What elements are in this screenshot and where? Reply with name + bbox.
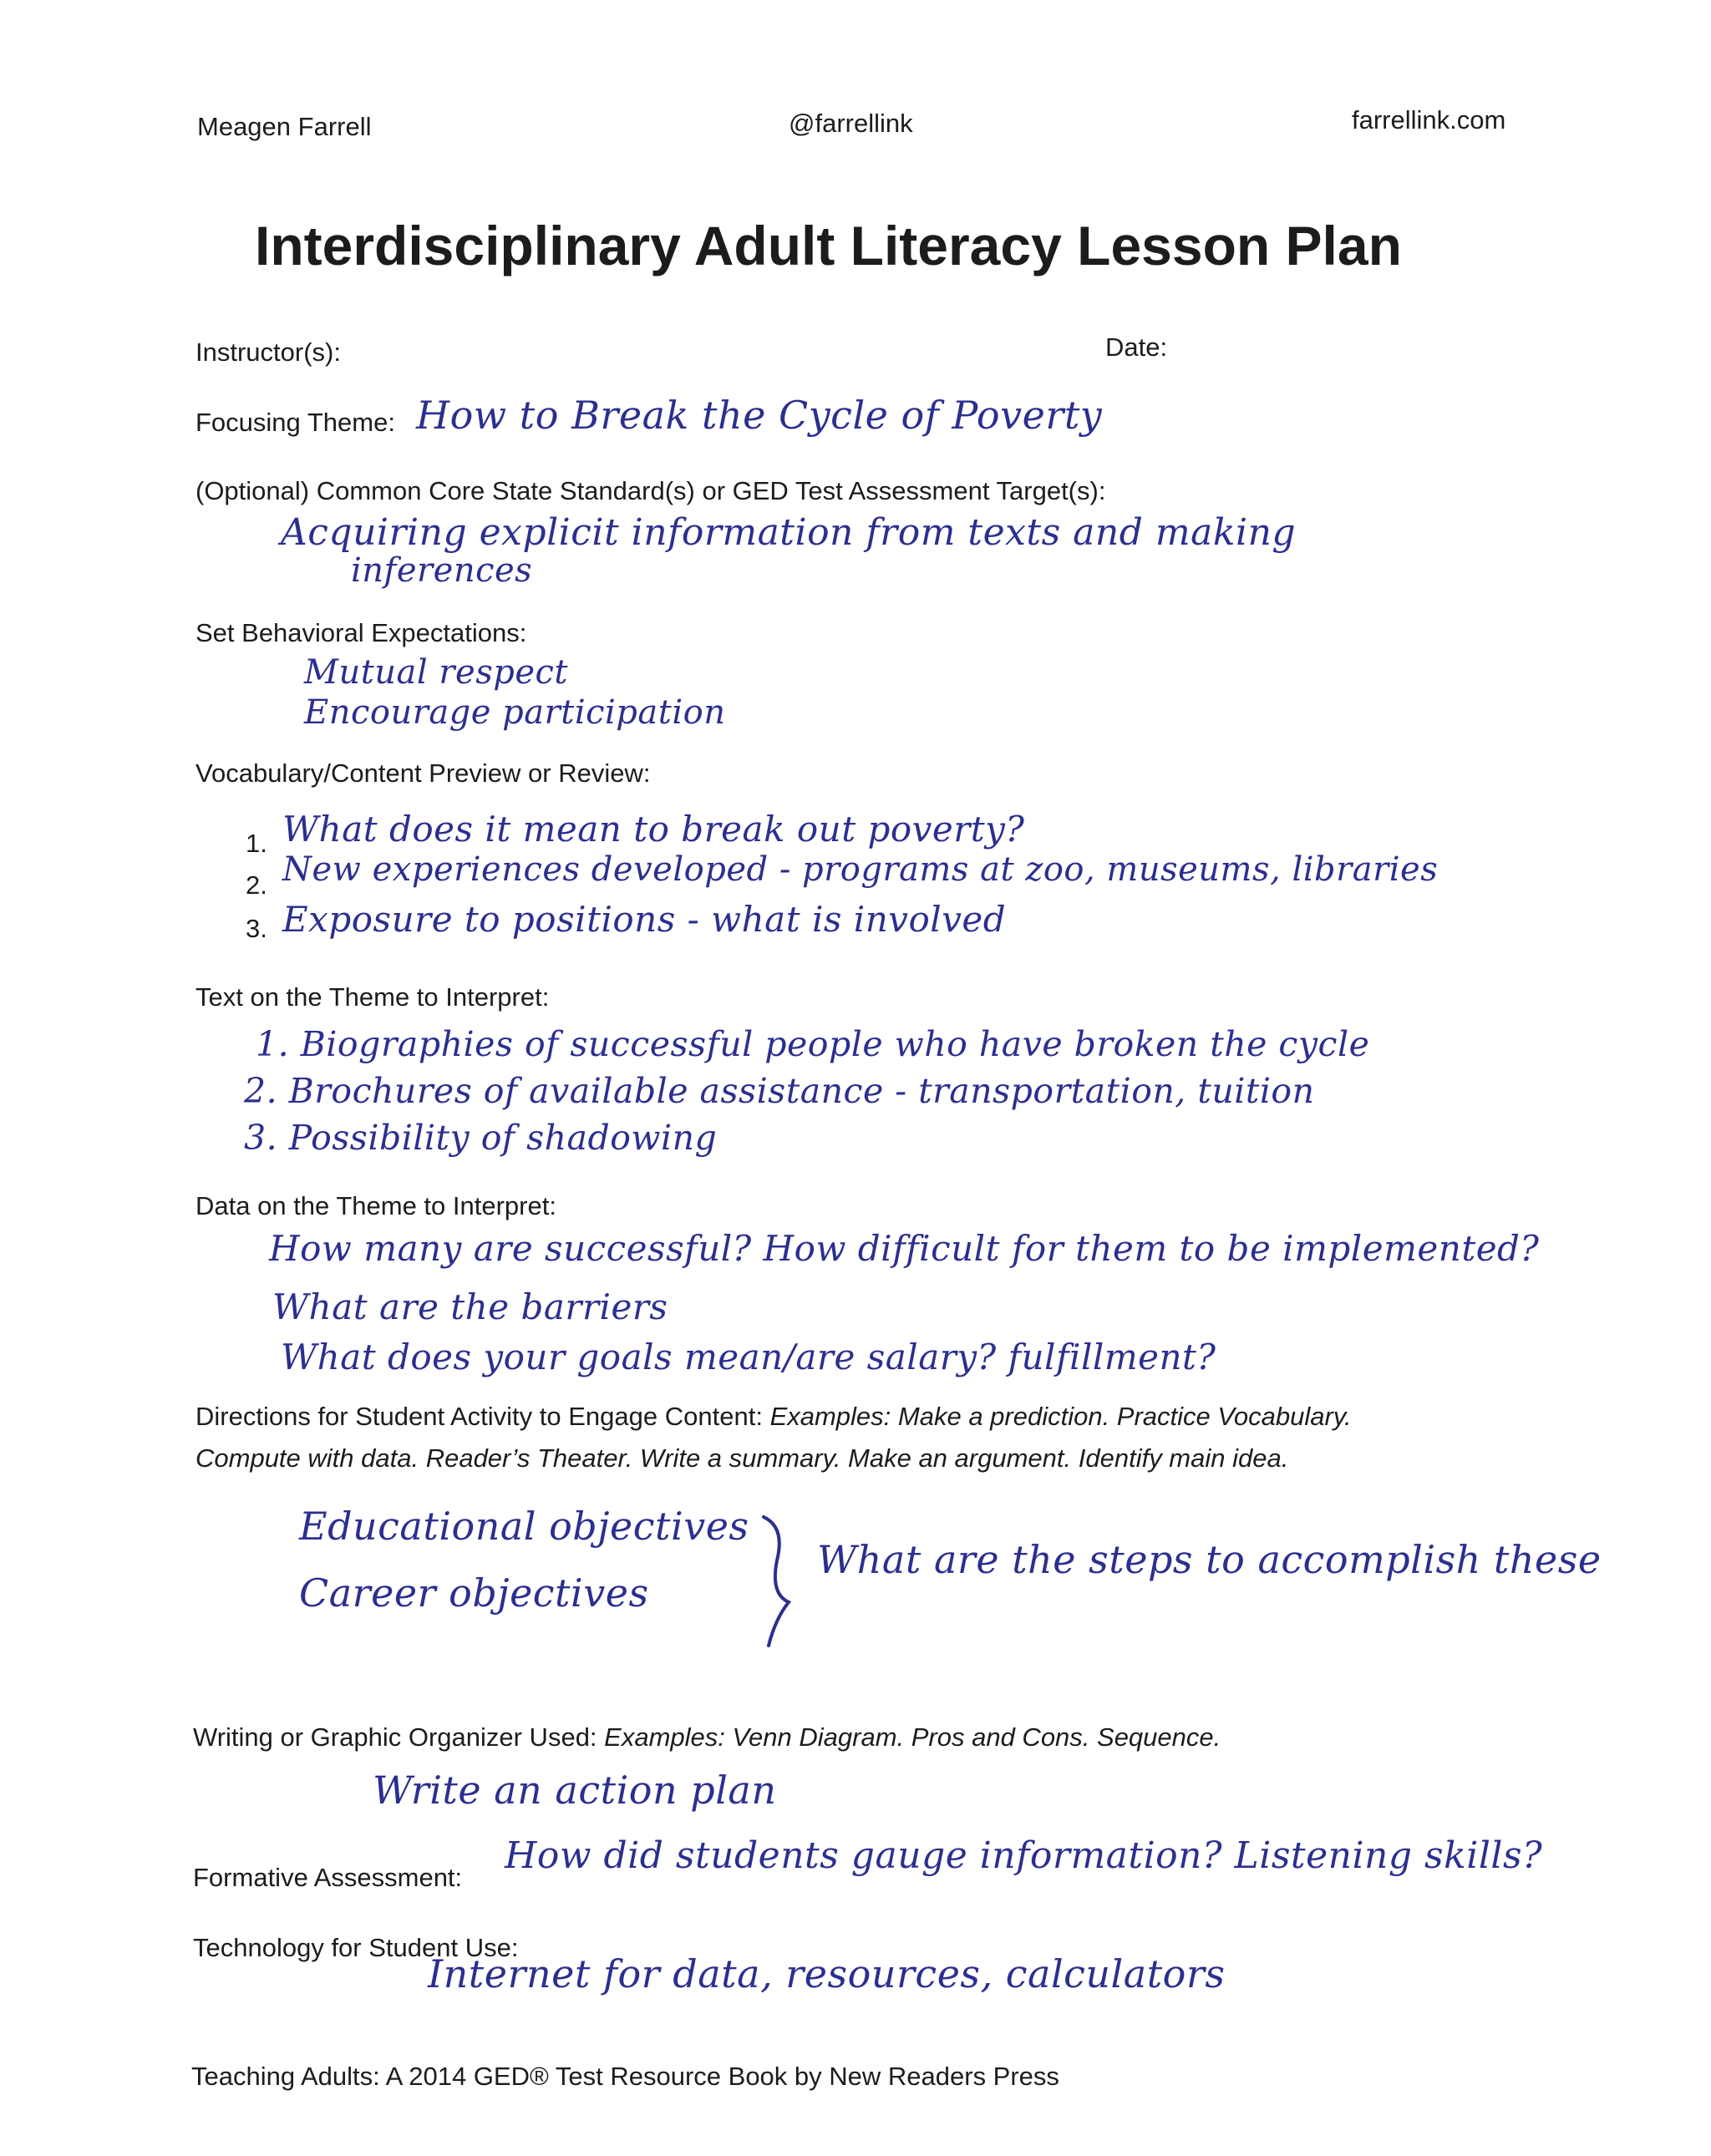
directions-brace-text: What are the steps to accomplish these — [817, 1537, 1602, 1582]
text-item: 3. Possibility of shadowing — [244, 1118, 718, 1158]
vocab-number: 1. — [246, 829, 267, 858]
formative-value: How did students gauge information? Listening skills? — [505, 1834, 1543, 1877]
vocab-number: 3. — [246, 914, 267, 943]
organizer-examples: Examples: Venn Diagram. Pros and Cons. Sequence. — [604, 1722, 1221, 1752]
behavior-item: Mutual respect — [304, 653, 568, 692]
directions-item: Educational objectives — [299, 1504, 749, 1549]
text-item: 2. Brochures of available assistance - transportation, tuition — [244, 1071, 1315, 1111]
footer-citation: Teaching Adults: A 2014 GED® Test Resource Book by New Readers Press — [191, 2062, 1059, 2091]
text-label: Text on the Theme to Interpret: — [195, 982, 550, 1012]
website-url: farrellink.com — [1352, 105, 1506, 134]
behavior-item: Encourage participation — [304, 693, 726, 732]
date-label: Date: — [1105, 332, 1168, 362]
twitter-handle: @farrellink — [789, 109, 913, 138]
organizer-value: Write an action plan — [373, 1768, 777, 1813]
vocab-number: 2. — [246, 870, 267, 900]
directions-examples-line1: Examples: Make a prediction. Practice Vocabulary. — [769, 1402, 1352, 1431]
standards-label: (Optional) Common Core State Standard(s) or GED Test Assessment Target(s): — [195, 476, 1106, 505]
focusing-theme-label: Focusing Theme: — [195, 408, 395, 437]
standards-value-line2: inferences — [351, 551, 533, 590]
page-title: Interdisciplinary Adult Literacy Lesson Plan — [255, 215, 1402, 276]
directions-label-text: Directions for Student Activity to Engage Content: — [195, 1402, 763, 1431]
data-label: Data on the Theme to Interpret: — [195, 1191, 556, 1220]
formative-label: Formative Assessment: — [193, 1863, 463, 1892]
vocab-item: New experiences developed - programs at zoo, museums, libraries — [282, 850, 1439, 889]
directions-item: Career objectives — [299, 1570, 649, 1616]
technology-label: Technology for Student Use: — [193, 1933, 519, 1962]
directions-label — [195, 1402, 1352, 1432]
vocab-item: What does it mean to break out poverty? — [282, 809, 1025, 850]
vocab-label: Vocabulary/Content Preview or Review: — [195, 758, 651, 788]
organizer-label-text: Writing or Graphic Organizer Used: — [193, 1722, 597, 1752]
data-item: How many are successful? How difficult for them to be implemented? — [269, 1228, 1540, 1269]
data-item: What are the barriers — [272, 1286, 668, 1327]
behavior-label: Set Behavioral Expectations: — [195, 618, 527, 647]
standards-value-line1: Acquiring explicit information from texts and making — [281, 511, 1297, 554]
instructor-label: Instructor(s): — [195, 337, 341, 367]
author-name: Meagen Farrell — [197, 112, 372, 141]
vocab-item: Exposure to positions - what is involved — [282, 899, 1007, 940]
data-item: What does your goals mean/are salary? fulfillment? — [281, 1337, 1216, 1377]
organizer-label — [193, 1722, 1221, 1753]
text-item: 1. Biographies of successful people who have broken the cycle — [256, 1024, 1370, 1064]
directions-examples-line2: Compute with data. Reader’s Theater. Write a summary. Make an argument. Identify main idea. — [195, 1443, 1289, 1473]
brace-mark — [752, 1510, 810, 1652]
focusing-theme-value: How to Break the Cycle of Poverty — [416, 393, 1103, 438]
technology-value: Internet for data, resources, calculators — [428, 1951, 1226, 1996]
